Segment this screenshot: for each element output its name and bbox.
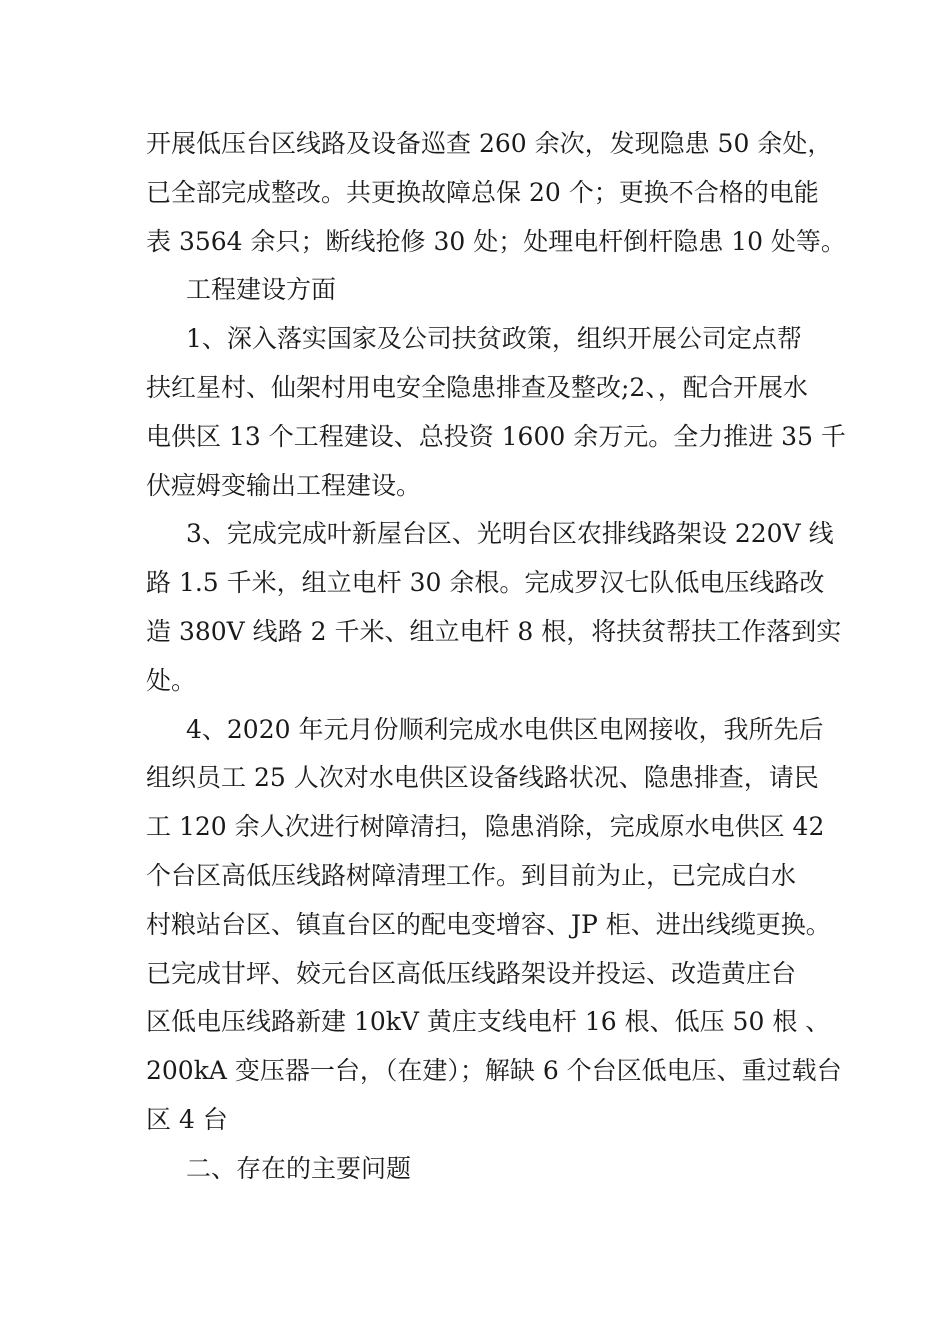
text-line: 处。 bbox=[146, 665, 197, 695]
text-line: 工程建设方面 bbox=[186, 275, 337, 305]
text-line: 开展低压台区线路及设备巡查 260 余次，发现隐患 50 余处， bbox=[146, 129, 833, 158]
text-line: 伏痘姆变输出工程建设。 bbox=[146, 470, 422, 500]
text-line: 造 380V 线路 2 千米、组立电杆 8 根，将扶贫帮扶工作落到实 bbox=[146, 616, 842, 646]
text-line: 路 1.5 千米，组立电杆 30 余根。完成罗汉七队低电压线路改 bbox=[146, 568, 825, 598]
text-line: 工 120 余人次进行树障清扫，隐患消除，完成原水电供区 42 bbox=[146, 812, 825, 842]
text-line: 表 3564 余只；断线抢修 30 处；处理电杆倒杆隐患 10 处等。 bbox=[146, 226, 846, 256]
text-line: 组织员工 25 人次对水电供区设备线路状况、隐患排查，请民 bbox=[146, 763, 819, 793]
text-line: 已完成甘坪、姣元台区高低压线路架设并投运、改造黄庄台 bbox=[146, 958, 797, 988]
text-line: 4、2020 年元月份顺利完成水电供区电网接收，我所先后 bbox=[186, 714, 824, 744]
text-line: 区 4 台 bbox=[146, 1104, 228, 1134]
text-line: 200kA 变压器一台，（在建）；解缺 6 个台区低电压、重过载台 bbox=[146, 1056, 842, 1086]
text-line: 1、深入落实国家及公司扶贫政策，组织开展公司定点帮 bbox=[186, 324, 802, 354]
text-line: 二、存在的主要问题 bbox=[186, 1153, 412, 1183]
text-line: 区低电压线路新建 10kV 黄庄支线电杆 16 根、低压 50 根 、 bbox=[146, 1007, 831, 1037]
body-text bbox=[146, 120, 846, 1194]
text-line: 已全部完成整改。共更换故障总保 20 个；更换不合格的电能 bbox=[146, 177, 819, 207]
text-line: 电供区 13 个工程建设、总投资 1600 余万元。全力推进 35 千 bbox=[146, 421, 846, 451]
text-line: 个台区高低压线路树障清理工作。到目前为止，已完成白水 bbox=[146, 860, 797, 890]
text-line: 3、完成完成叶新屋台区、光明台区农排线路架设 220V 线 bbox=[186, 519, 834, 549]
text-line: 扶红星村、仙架村用电安全隐患排查及整改;2、，配合开展水 bbox=[146, 372, 808, 402]
text-line: 村粮站台区、镇直台区的配电变增容、JP 柜、进出线缆更换。 bbox=[146, 909, 831, 939]
